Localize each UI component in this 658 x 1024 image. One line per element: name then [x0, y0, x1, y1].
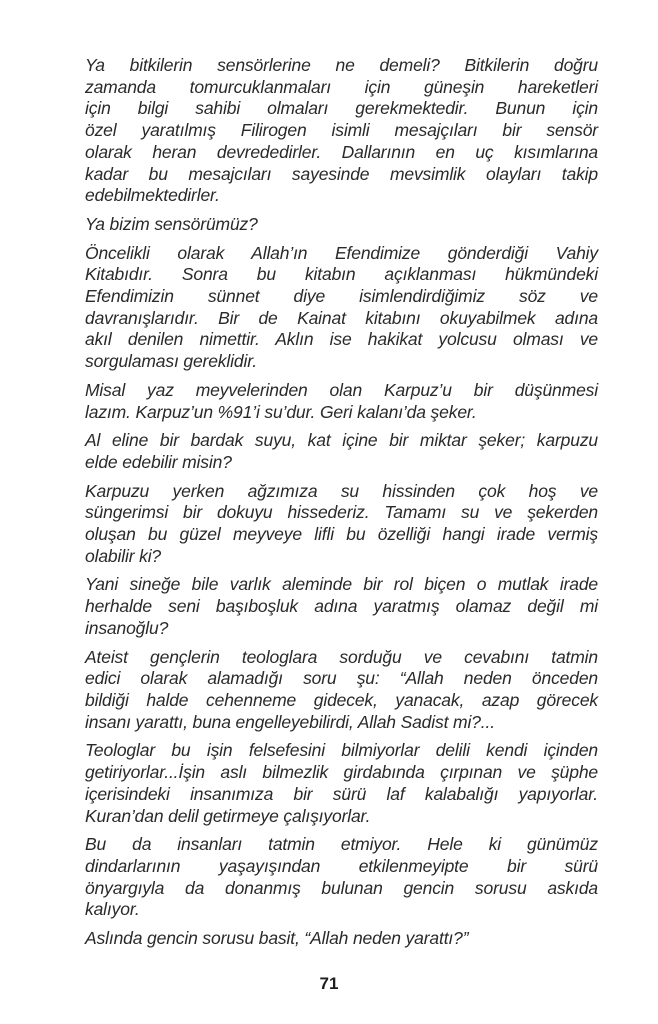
text-line: süngerimsi bir dokuyu hissederiz. Tamamı su ve şekerden: [85, 502, 598, 523]
text-line: özel yaratılmış Filirogen isimli mesajçıları bir sensör: [85, 120, 598, 141]
text-line: kadar bu mesajcıları sayesinde mevsimlik olayları takip: [85, 163, 598, 184]
text-line: dindarlarının yaşayışından etkilenmeyipte bir sürü: [85, 855, 598, 876]
text-line: için bilgi sahibi olmaları gerekmektedir. Bunun için: [85, 98, 598, 119]
text-line: bildiği halde cehenneme gidecek, yanacak, azap görecek: [85, 689, 598, 710]
paragraph: [85, 481, 598, 568]
text-line: Kuran’dan delil getirmeye çalışıyorlar.: [85, 805, 371, 826]
text-line: akıl denilen nimettir. Aklın ise hakikat yolcusu olması ve: [85, 329, 598, 350]
text-line: olarak heran devrededirler. Dallarının en uç kısımlarına: [85, 141, 598, 162]
paragraph: [85, 574, 598, 639]
text-line: Teologlar bu işin felsefesini bilmiyorlar delili kendi içinden: [85, 740, 598, 761]
paragraph: [85, 214, 598, 236]
text-line: Ya bitkilerin sensörlerine ne demeli? Bitkilerin doğru: [85, 55, 598, 75]
page-number: 71: [319, 974, 339, 993]
paragraph: [85, 834, 598, 921]
paragraph: [85, 55, 598, 207]
text-line: Ya bizim sensörümüz?: [85, 213, 258, 234]
text-line: Kitabıdır. Sonra bu kitabın açıklanması hükmündeki: [85, 264, 598, 285]
text-line: edici olarak alamadığı soru şu: “Allah neden önceden: [85, 668, 598, 689]
text-line: Ateist gençlerin teologlara sorduğu ve cevabını tatmin: [85, 646, 598, 667]
text-line: Bu da insanları tatmin etmiyor. Hele ki günümüz: [85, 834, 598, 855]
text-line: herhalde seni başıboşluk adına yaratmış olamaz değil mi: [85, 596, 598, 617]
text-line: önyargıyla da donanmış bulunan gencin sorusu askıda: [85, 877, 598, 898]
text-line: oluşan bu güzel meyveye lifli bu özelliği hangi irade vermiş: [85, 524, 598, 545]
text-line: Karpuzu yerken ağzımıza su hissinden çok hoş ve: [85, 480, 598, 501]
text-line: getiriyorlar...İşin aslı bilmezlik girdabında çırpınan ve şüphe: [85, 762, 598, 783]
text-line: zamanda tomurcuklanmaları için güneşin hareketleri: [85, 76, 598, 97]
text-line: Efendimizin sünnet diye isimlendirdiğimiz söz ve: [85, 286, 598, 307]
text-line: Yani sineğe bile varlık aleminde bir rol biçen o mutlak irade: [85, 574, 598, 595]
text-line: sorgulaması gereklidir.: [85, 351, 257, 372]
text-line: Öncelikli olarak Allah’ın Efendimize gönderdiği Vahiy: [85, 242, 598, 263]
paragraph: [85, 647, 598, 734]
text-line: edebilmektedirler.: [85, 185, 220, 206]
page-text: [85, 55, 598, 957]
paragraph: [85, 740, 598, 827]
paragraph: [85, 928, 598, 950]
text-line: kalıyor.: [85, 899, 140, 920]
text-line: Al eline bir bardak suyu, kat içine bir miktar şeker; karpuzu: [85, 430, 598, 451]
text-line: olabilir ki?: [85, 545, 162, 566]
text-line: Misal yaz meyvelerinden olan Karpuz’u bir düşünmesi: [85, 379, 598, 400]
text-line: Aslında gencin sorusu basit, “Allah neden yarattı?”: [85, 928, 469, 949]
text-line: lazım. Karpuz’un %91’i su’dur. Geri kalanı’da şeker.: [85, 401, 477, 422]
text-line: içerisindeki insanımıza bir sürü laf kalabalığı yapıyorlar.: [85, 783, 598, 804]
text-line: elde edebilir misin?: [85, 451, 232, 472]
text-line: insanoğlu?: [85, 617, 169, 638]
paragraph: [85, 430, 598, 473]
text-line: insanı yarattı, buna engelleyebilirdi, Allah Sadist mi?...: [85, 711, 495, 732]
paragraph: [85, 380, 598, 423]
paragraph: [85, 243, 598, 373]
text-line: davranışlarıdır. Bir de Kainat kitabını okuyabilmek adına: [85, 307, 598, 328]
